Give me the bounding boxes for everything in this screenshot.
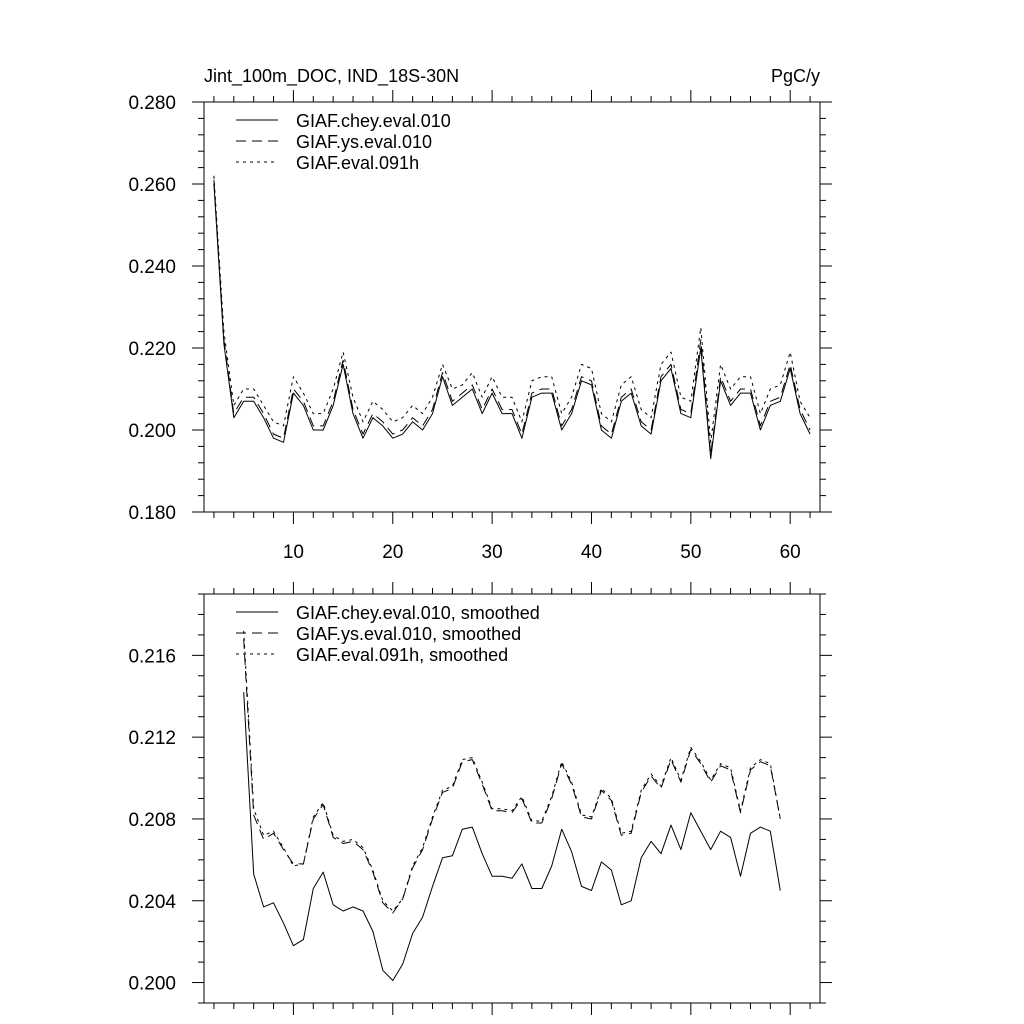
y-tick-label: 0.212 <box>128 728 176 750</box>
top-panel <box>128 66 832 563</box>
panel-title-left: Jint_100m_DOC, IND_18S-30N <box>204 66 460 86</box>
y-tick-label: 0.200 <box>128 973 176 995</box>
series-line-solid <box>244 692 781 980</box>
x-tick-label: 20 <box>382 542 404 563</box>
panel-title-right: PgC/y <box>770 66 820 86</box>
y-tick-label: 0.208 <box>128 809 176 831</box>
legend-label: GIAF.chey.eval.010 <box>296 111 451 131</box>
series-line-dotted <box>244 631 781 911</box>
y-tick-label: 0.180 <box>128 503 176 524</box>
y-tick-label: 0.240 <box>128 257 176 278</box>
x-tick-label: 40 <box>580 542 603 563</box>
x-tick-label: 50 <box>680 542 702 563</box>
series-line-dotted <box>214 176 810 443</box>
y-tick-label: 0.280 <box>128 93 176 114</box>
y-tick-label: 0.204 <box>128 891 176 913</box>
legend-label: GIAF.ys.eval.010, smoothed <box>296 624 522 644</box>
x-tick-label: 10 <box>282 542 304 563</box>
x-tick-label: 60 <box>779 542 801 563</box>
y-tick-label: 0.220 <box>128 339 176 360</box>
y-tick-label: 0.260 <box>128 175 176 196</box>
bottom-panel <box>128 582 832 1015</box>
legend-label: GIAF.chey.eval.010, smoothed <box>296 603 540 623</box>
x-tick-label: 30 <box>481 542 503 563</box>
y-tick-label: 0.200 <box>128 421 176 442</box>
series-line-dashed <box>244 639 781 913</box>
legend-label: GIAF.eval.091h, smoothed <box>296 645 509 665</box>
series-line-solid <box>214 184 810 459</box>
legend-label: GIAF.eval.091h <box>296 153 420 173</box>
legend-label: GIAF.ys.eval.010 <box>296 132 433 152</box>
y-tick-label: 0.216 <box>128 646 176 668</box>
